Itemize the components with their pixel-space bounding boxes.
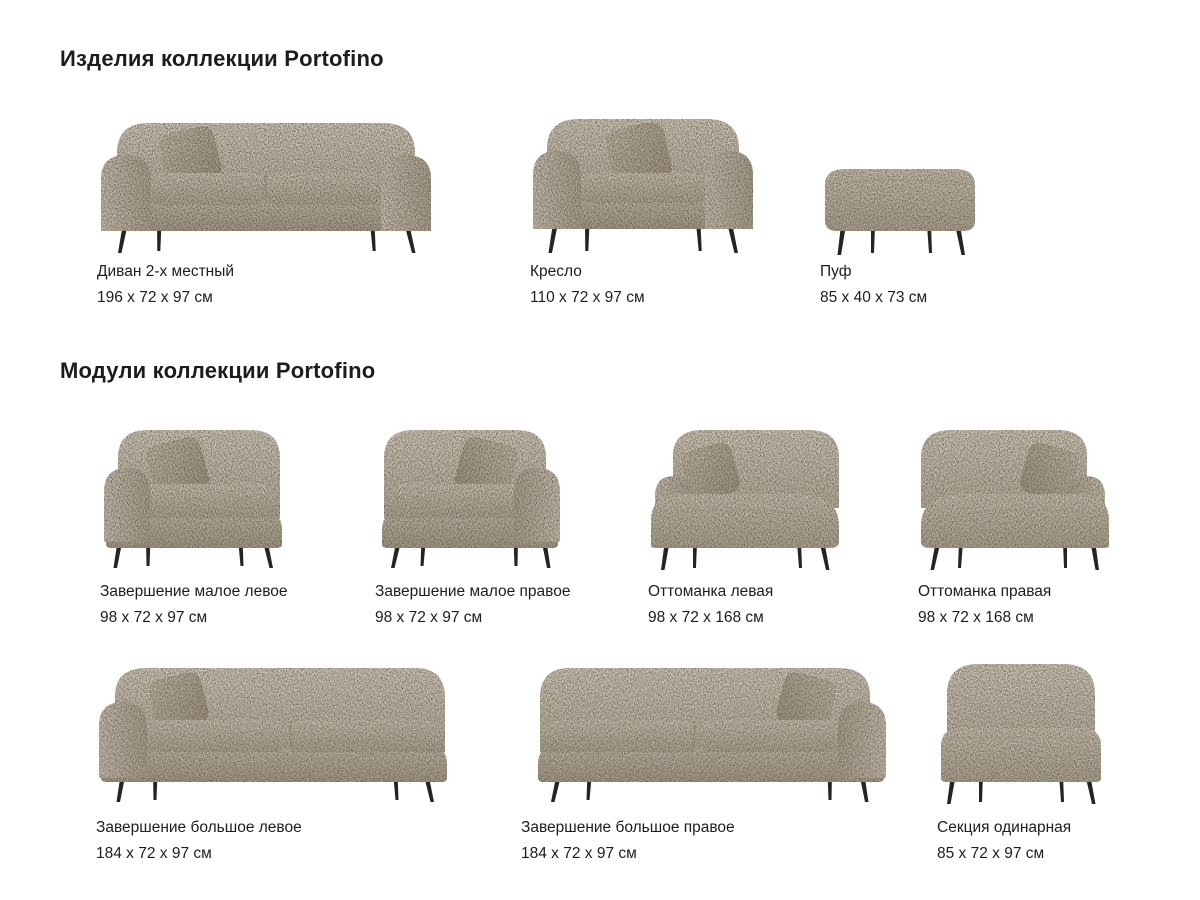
module-dimensions: 184 x 72 x 97 см <box>96 845 212 862</box>
product-dimensions: 196 x 72 x 97 см <box>97 289 213 306</box>
product-dimensions: 110 x 72 x 97 см <box>530 289 645 306</box>
module-dimensions: 98 x 72 x 97 см <box>100 609 208 626</box>
image-ottoman-right <box>913 420 1115 572</box>
module-label-end-large-right <box>521 818 735 864</box>
product-name: Диван 2-х местный <box>97 263 235 280</box>
module-name: Завершение малое левое <box>100 583 288 600</box>
module-name: Завершение большое правое <box>521 819 735 836</box>
module-dimensions: 184 x 72 x 97 см <box>521 845 637 862</box>
module-label-end-small-left <box>100 582 288 628</box>
module-name: Завершение малое правое <box>375 583 571 600</box>
image-single-section <box>933 654 1109 806</box>
product-name: Кресло <box>530 263 582 280</box>
product-label-pouf <box>820 262 927 308</box>
module-label-end-small-right <box>375 582 570 628</box>
image-ottoman-left <box>643 420 849 572</box>
product-label-sofa <box>97 262 234 308</box>
module-dimensions: 98 x 72 x 168 см <box>918 609 1034 626</box>
module-name: Секция одинарная <box>937 819 1072 836</box>
image-sofa-2-seat <box>95 111 437 257</box>
module-dimensions: 98 x 72 x 168 см <box>648 609 764 626</box>
module-label-end-large-left <box>96 818 302 864</box>
module-label-ottoman-right <box>918 582 1051 628</box>
image-armchair <box>527 108 759 257</box>
product-dimensions: 85 x 40 x 73 см <box>820 289 928 306</box>
image-end-large-left <box>92 656 456 806</box>
module-dimensions: 98 x 72 x 97 см <box>375 609 483 626</box>
product-label-armchair <box>530 262 645 308</box>
module-label-ottoman-left <box>648 582 773 628</box>
module-name: Завершение большое левое <box>96 819 302 836</box>
image-end-large-right <box>516 656 906 806</box>
image-end-small-left <box>98 420 290 572</box>
image-end-small-right <box>373 420 567 572</box>
module-dimensions: 85 x 72 x 97 см <box>937 845 1045 862</box>
image-pouf <box>817 159 983 257</box>
section-title-products: Изделия коллекции Portofino <box>60 46 384 71</box>
module-name: Оттоманка левая <box>648 583 774 600</box>
module-label-single-section <box>937 818 1071 864</box>
section-title-modules: Модули коллекции Portofino <box>60 358 376 383</box>
product-name: Пуф <box>820 263 852 280</box>
module-name: Оттоманка правая <box>918 583 1052 600</box>
